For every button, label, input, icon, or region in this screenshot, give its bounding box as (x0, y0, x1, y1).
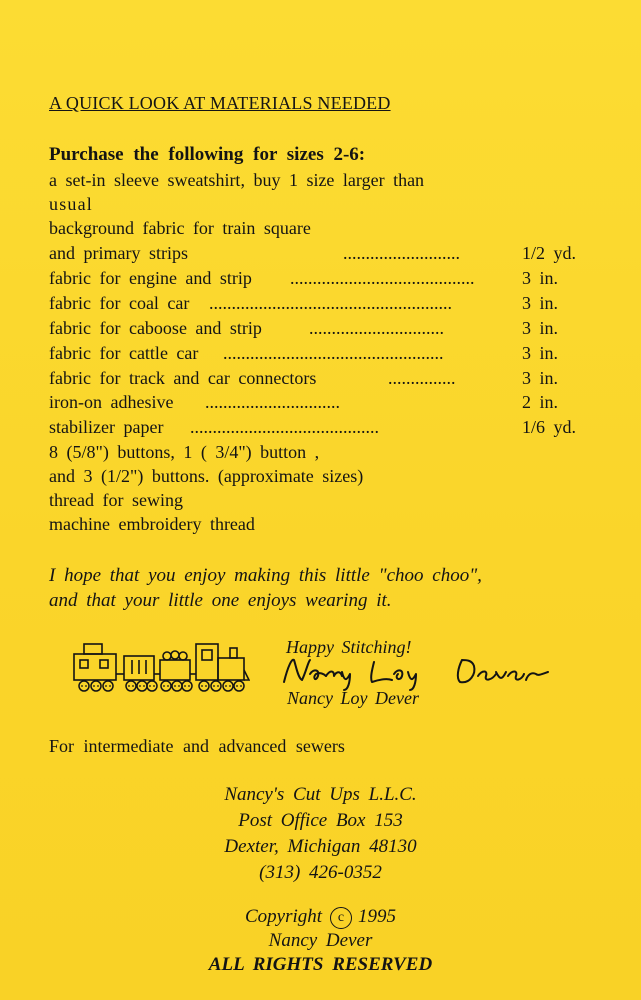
material-label: fabric for track and car connectors (49, 368, 317, 388)
copyright-year: 1995 (358, 906, 397, 927)
copyright-line (0, 906, 641, 930)
copyright-rights: ALL RIGHTS RESERVED (208, 954, 433, 975)
material-label: fabric for cattle car (49, 343, 199, 363)
signature (278, 652, 568, 692)
material-label: fabric for caboose and strip (49, 318, 262, 338)
company-name: Nancy's Cut Ups L.L.C. (224, 784, 417, 805)
material-label: iron-on adhesive (49, 392, 174, 412)
material-quantity: 3 in. (522, 368, 559, 388)
material-quantity: 1/2 yd. (522, 243, 577, 263)
material-label: fabric for coal car (49, 293, 190, 313)
intro-line: background fabric for train square (49, 218, 311, 238)
material-leader: ......................................... (290, 268, 475, 288)
material-leader: .......................... (343, 243, 460, 263)
copyright-icon: c (330, 907, 352, 929)
copyright-holder: Nancy Dever (268, 930, 373, 951)
material-quantity: 3 in. (522, 318, 559, 338)
audience-note: For intermediate and advanced sewers (49, 736, 345, 756)
material-label: stabilizer paper (49, 417, 164, 437)
material-quantity: 3 in. (522, 268, 559, 288)
material-leader: .............................. (205, 392, 340, 412)
material-leader: ................................................. (223, 343, 444, 363)
page-heading: A QUICK LOOK AT MATERIALS NEEDED (49, 93, 391, 113)
material-quantity: 2 in. (522, 392, 559, 412)
extra-line: and 3 (1/2") buttons. (approximate sizes) (49, 466, 364, 486)
address-po-box: Post Office Box 153 (238, 810, 403, 831)
intro-line: a set-in sleeve sweatshirt, buy 1 size larger than (49, 170, 425, 190)
company-address (0, 784, 641, 888)
material-leader: ............... (388, 368, 456, 388)
signoff-greeting: Happy Stitching! (286, 637, 412, 657)
intro-line: usual (49, 194, 93, 214)
closing-line: and that your little one enjoys wearing it. (49, 590, 392, 611)
material-leader: .............................. (309, 318, 444, 338)
train-illustration (70, 636, 250, 694)
material-quantity: 3 in. (522, 343, 559, 363)
address-phone: (313) 426-0352 (259, 862, 382, 883)
closing-line: I hope that you enjoy making this little "choo choo", (49, 565, 482, 586)
material-quantity: 1/6 yd. (522, 417, 577, 437)
material-quantity: 3 in. (522, 293, 559, 313)
extra-line: machine embroidery thread (49, 514, 255, 534)
extra-line: thread for sewing (49, 490, 183, 510)
material-leader: .......................................... (190, 417, 379, 437)
purchase-subheading: Purchase the following for sizes 2-6: (49, 144, 366, 165)
material-leader: ...................................................... (209, 293, 452, 313)
signoff-name: Nancy Loy Dever (287, 688, 419, 708)
extra-line: 8 (5/8") buttons, 1 ( 3/4") button , (49, 442, 320, 462)
copyright-block (0, 906, 641, 978)
address-city: Dexter, Michigan 48130 (224, 836, 417, 857)
material-label: and primary strips (49, 243, 188, 263)
material-label: fabric for engine and strip (49, 268, 252, 288)
copyright-prefix: Copyright (244, 906, 323, 927)
